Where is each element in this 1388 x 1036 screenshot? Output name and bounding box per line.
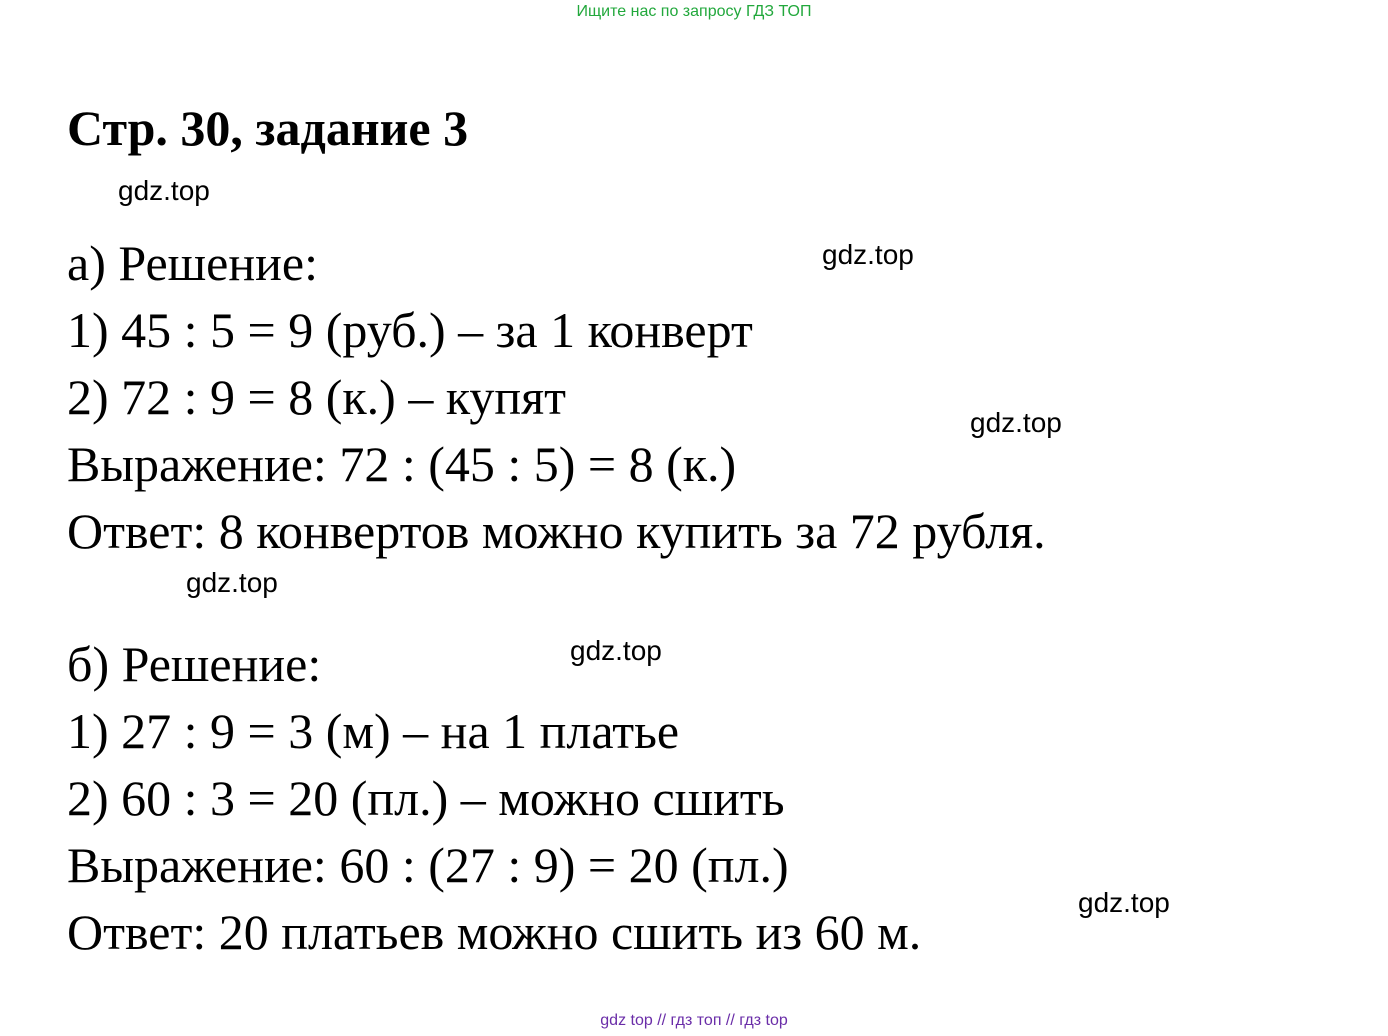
watermark: gdz.top: [186, 567, 278, 598]
watermark: gdz.top: [118, 175, 210, 206]
section-a-heading: а) Решение:: [67, 235, 318, 291]
top-banner: Ищите нас по запросу ГДЗ ТОП: [576, 3, 812, 20]
section-b-answer: Ответ: 20 платьев можно сшить из 60 м.: [67, 904, 922, 960]
watermark: gdz.top: [1078, 887, 1170, 918]
section-a-step-2: 2) 72 : 9 = 8 (к.) – купят: [67, 369, 567, 425]
section-b-heading: б) Решение:: [67, 636, 322, 692]
section-b-step-2: 2) 60 : 3 = 20 (пл.) – можно сшить: [67, 770, 785, 826]
footer-links: gdz top // гдз топ // гдз top: [600, 1012, 788, 1029]
watermark: gdz.top: [822, 239, 914, 270]
watermark: gdz.top: [970, 407, 1062, 438]
page-title: Стр. 30, задание 3: [67, 100, 469, 156]
section-a-step-1: 1) 45 : 5 = 9 (руб.) – за 1 конверт: [67, 302, 753, 358]
section-a-expression: Выражение: 72 : (45 : 5) = 8 (к.): [67, 436, 737, 492]
section-a-answer: Ответ: 8 конвертов можно купить за 72 рубля.: [67, 503, 1046, 559]
watermark: gdz.top: [570, 635, 662, 666]
section-b-expression: Выражение: 60 : (27 : 9) = 20 (пл.): [67, 837, 789, 893]
section-b-step-1: 1) 27 : 9 = 3 (м) – на 1 платье: [67, 703, 680, 759]
